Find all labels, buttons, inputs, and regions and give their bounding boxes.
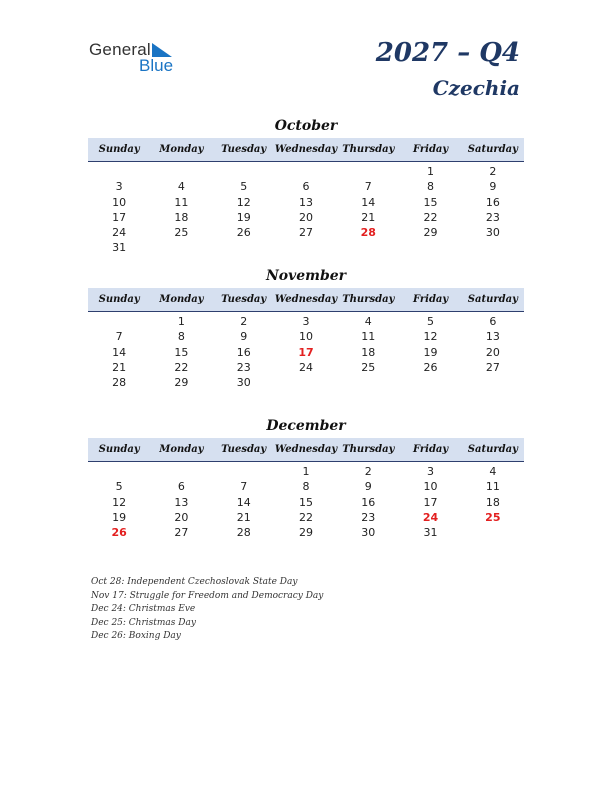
week-row: [88, 525, 524, 540]
day-cell: 30: [236, 376, 251, 390]
day-cell: 20: [485, 345, 500, 359]
day-cell: 31: [423, 526, 438, 540]
day-cell: 3: [427, 465, 435, 478]
day-cell: 1: [177, 315, 185, 328]
weekday-label: Sunday: [98, 294, 140, 305]
day-cell: 22: [298, 510, 313, 524]
day-cell: 3: [302, 315, 310, 328]
holiday-note: Oct 28: Independent Czechoslovak State Day: [91, 577, 298, 587]
day-cell: 9: [240, 330, 248, 344]
day-cell: 9: [489, 180, 497, 194]
logo-text-general: General: [89, 40, 151, 59]
day-cell: 23: [236, 360, 251, 374]
weekday-label: Monday: [159, 444, 204, 455]
day-cell: 6: [177, 480, 185, 494]
week-row: [88, 464, 524, 479]
day-cell: 19: [112, 510, 127, 524]
weekday-label: Friday: [412, 144, 449, 155]
month-december: [88, 416, 524, 540]
day-cell: 29: [174, 376, 189, 390]
day-cell: 7: [364, 180, 372, 194]
day-cell: 10: [298, 330, 313, 344]
empty-day-cell: [150, 464, 212, 479]
holiday-note: Nov 17: Struggle for Freedom and Democracy Day: [91, 590, 324, 601]
empty-day-cell: [337, 164, 399, 179]
day-cell: 11: [361, 330, 376, 344]
holiday-day-cell: 24: [422, 510, 439, 524]
day-cell: 24: [298, 360, 313, 374]
empty-day-cell: [337, 240, 399, 255]
empty-day-cell: [462, 375, 524, 390]
day-cell: 5: [427, 315, 435, 328]
day-cell: 4: [364, 315, 372, 328]
week-row: [88, 179, 524, 194]
day-cell: 11: [174, 195, 189, 209]
day-cell: 26: [236, 226, 251, 240]
day-cell: 29: [423, 226, 438, 240]
day-cell: 18: [361, 345, 376, 359]
month-grid: [88, 314, 524, 390]
day-cell: 17: [423, 495, 438, 509]
holiday-notes: [91, 576, 323, 644]
day-cell: 2: [489, 165, 497, 178]
day-cell: 1: [302, 465, 310, 478]
day-cell: 14: [236, 495, 251, 509]
holiday-day-cell: 28: [360, 226, 376, 240]
weekday-header: [88, 438, 524, 462]
page-title: 2027 – Q4: [375, 38, 520, 68]
day-cell: 15: [298, 495, 313, 509]
day-cell: 21: [236, 510, 251, 524]
empty-day-cell: [462, 240, 524, 255]
day-cell: 16: [361, 495, 376, 509]
day-cell: 25: [174, 226, 189, 240]
weekday-label: Saturday: [467, 294, 518, 305]
day-cell: 7: [115, 330, 123, 344]
day-cell: 18: [485, 495, 500, 509]
day-cell: 21: [361, 210, 376, 224]
empty-day-cell: [275, 240, 337, 255]
week-row: [88, 375, 524, 390]
weekday-label: Thursday: [342, 144, 395, 155]
weekday-label: Monday: [159, 294, 204, 305]
month-title: December: [266, 418, 346, 434]
day-cell: 12: [423, 330, 438, 344]
day-cell: 26: [423, 360, 438, 374]
week-row: [88, 495, 524, 510]
country-name: Czechia: [432, 76, 520, 100]
weekday-label: Friday: [412, 444, 449, 455]
day-cell: 14: [361, 195, 376, 209]
day-cell: 3: [115, 180, 123, 194]
day-cell: 25: [361, 360, 376, 374]
week-row: [88, 360, 524, 375]
day-cell: 20: [174, 510, 189, 524]
day-cell: 5: [240, 180, 248, 194]
weekday-label: Sunday: [98, 144, 140, 155]
logo-text-blue: Blue: [139, 56, 174, 75]
day-cell: 22: [174, 360, 189, 374]
weekday-label: Sunday: [98, 444, 140, 455]
month-grid: [88, 464, 524, 540]
weekday-header: [88, 288, 524, 312]
day-cell: 23: [485, 210, 500, 224]
weekday-label: Tuesday: [221, 144, 267, 155]
day-cell: 28: [236, 526, 251, 540]
week-row: [88, 195, 524, 210]
day-cell: 22: [423, 210, 438, 224]
holiday-note: Dec 24: Christmas Eve: [91, 604, 196, 615]
empty-day-cell: [462, 525, 524, 540]
weekday-header: [88, 138, 524, 162]
day-cell: 8: [302, 480, 310, 494]
month-title: October: [274, 118, 338, 134]
holiday-day-cell: 17: [298, 345, 314, 359]
day-cell: 24: [112, 226, 127, 240]
empty-day-cell: [275, 375, 337, 390]
empty-day-cell: [399, 375, 461, 390]
week-row: [88, 314, 524, 329]
day-cell: 27: [485, 360, 500, 374]
day-cell: 12: [112, 495, 127, 509]
weekday-label: Tuesday: [221, 294, 267, 305]
day-cell: 19: [423, 345, 438, 359]
day-cell: 2: [364, 465, 372, 478]
day-cell: 12: [236, 195, 251, 209]
day-cell: 4: [489, 465, 497, 478]
day-cell: 2: [240, 315, 248, 328]
weekday-label: Thursday: [342, 294, 395, 305]
week-row: [88, 345, 524, 360]
day-cell: 8: [427, 180, 435, 194]
weekday-label: Saturday: [467, 144, 518, 155]
day-cell: 14: [112, 345, 127, 359]
weekday-label: Monday: [159, 144, 204, 155]
holiday-day-cell: 26: [111, 526, 127, 540]
week-row: [88, 210, 524, 225]
day-cell: 31: [112, 241, 127, 255]
day-cell: 8: [177, 330, 185, 344]
empty-day-cell: [88, 314, 150, 329]
day-cell: 1: [427, 165, 435, 178]
day-cell: 7: [240, 480, 248, 494]
day-cell: 4: [177, 180, 185, 194]
day-cell: 28: [112, 376, 127, 390]
empty-day-cell: [88, 464, 150, 479]
weekday-label: Tuesday: [221, 444, 267, 455]
month-grid: [88, 164, 524, 256]
day-cell: 18: [174, 210, 189, 224]
day-cell: 10: [112, 195, 127, 209]
day-cell: 6: [489, 315, 497, 328]
empty-day-cell: [399, 240, 461, 255]
weekday-label: Wednesday: [274, 144, 338, 155]
empty-day-cell: [150, 164, 212, 179]
month-october: [88, 116, 524, 256]
week-row: [88, 225, 524, 240]
day-cell: 15: [423, 195, 438, 209]
day-cell: 15: [174, 345, 189, 359]
day-cell: 20: [298, 210, 313, 224]
day-cell: 10: [423, 480, 438, 494]
weekday-label: Friday: [412, 294, 449, 305]
empty-day-cell: [213, 464, 275, 479]
day-cell: 11: [485, 480, 500, 494]
day-cell: 30: [485, 226, 500, 240]
holiday-note: Dec 25: Christmas Day: [91, 617, 196, 628]
empty-day-cell: [150, 240, 212, 255]
weekday-label: Saturday: [467, 444, 518, 455]
month-november: [88, 266, 524, 390]
empty-day-cell: [88, 164, 150, 179]
day-cell: 27: [174, 526, 189, 540]
day-cell: 29: [298, 526, 313, 540]
day-cell: 16: [485, 195, 500, 209]
day-cell: 21: [112, 360, 127, 374]
week-row: [88, 479, 524, 494]
empty-day-cell: [213, 164, 275, 179]
weekday-label: Wednesday: [274, 294, 338, 305]
day-cell: 13: [298, 195, 313, 209]
day-cell: 16: [236, 345, 251, 359]
week-row: [88, 510, 524, 525]
month-title: November: [265, 268, 347, 284]
day-cell: 30: [361, 526, 376, 540]
weekday-label: Wednesday: [274, 444, 338, 455]
empty-day-cell: [337, 375, 399, 390]
day-cell: 5: [115, 480, 123, 494]
day-cell: 19: [236, 210, 251, 224]
week-row: [88, 240, 524, 255]
day-cell: 9: [364, 480, 372, 494]
day-cell: 6: [302, 180, 310, 194]
day-cell: 13: [174, 495, 189, 509]
empty-day-cell: [275, 164, 337, 179]
day-cell: 17: [112, 210, 127, 224]
holiday-note: Dec 26: Boxing Day: [91, 631, 181, 642]
day-cell: 13: [485, 330, 500, 344]
generalblue-logo: [89, 40, 189, 76]
empty-day-cell: [213, 240, 275, 255]
week-row: [88, 164, 524, 179]
day-cell: 27: [298, 226, 313, 240]
holiday-day-cell: 25: [485, 510, 501, 524]
day-cell: 23: [361, 510, 376, 524]
week-row: [88, 329, 524, 344]
weekday-label: Thursday: [342, 444, 395, 455]
